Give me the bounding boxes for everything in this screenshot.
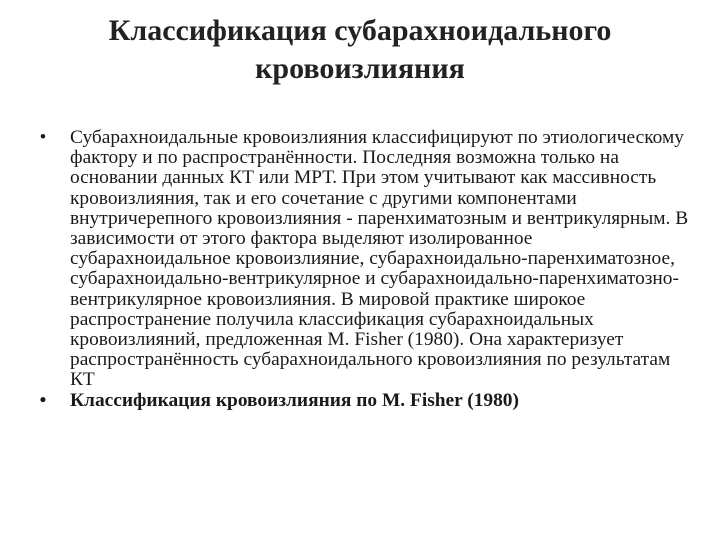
bullet-icon: •: [39, 389, 47, 411]
bullet-item-description: [34, 128, 690, 391]
bullet-list: [34, 128, 690, 411]
bullet-icon: •: [39, 127, 47, 148]
bullet-text: Субарахноидальные кровоизлияния классифицируют по этиологическому фактору и по распространённости. Последняя возможна только на основании данных КТ или МРТ. При этом учитывают как массивность кровоизлияния, так и его сочетание с другими компонентами внутричерепного кровоизлияния - паренхиматозным и вентрикулярным. В зависимости от этого фактора выделяют изолированное субарахноидальное кровоизлияние, субарахноидально-паренхиматозное, субарахноидально-вентрикулярное и субарахноидально-паренхиматозно-вентрикулярное кровоизлияния. В мировой практике широкое распространение получила классификация субарахноидальных кровоизлияний, предложенная M. Fisher (1980). Она характеризует распространённость субарахноидального кровоизлияния по результатам КТ: [70, 127, 689, 391]
slide-title: Классификация субарахноидального кровоизлияния: [108, 14, 612, 85]
bullet-text: Классификация кровоизлияния по M. Fisher (1980): [70, 389, 519, 411]
bullet-item-fisher-classification: [34, 391, 690, 411]
